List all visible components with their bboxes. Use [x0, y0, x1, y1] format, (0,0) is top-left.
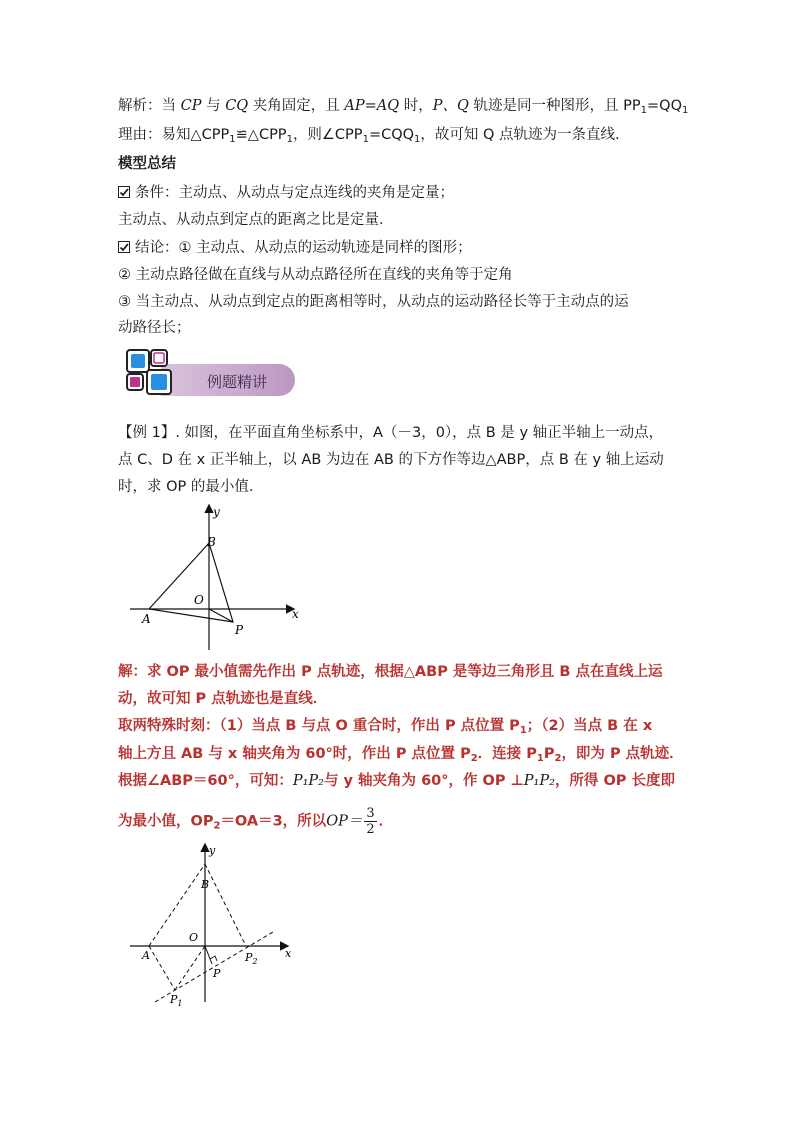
- segment-bp2: [205, 864, 246, 946]
- condition-line-2: 主动点、从动点到定点的距离之比是定量．: [118, 212, 394, 228]
- checkbox-icon: [118, 186, 130, 198]
- triangle-abp: [149, 543, 233, 622]
- label-p: P: [213, 967, 221, 980]
- label-a: A: [142, 612, 151, 626]
- label-p2: $P_2$: [245, 951, 258, 966]
- analysis-line-1: 解析：当 CP 与 CQ 夹角固定，且 AP=AQ 时，P、Q 轨迹是同一种图形，且 $PP_1=QQ_1$: [118, 98, 689, 116]
- squares-logo-icon: [125, 348, 181, 396]
- label-b: B: [207, 535, 216, 549]
- solution-line-3: 取两特殊时刻：（1）当点 B 与点 O 重合时，作出 P 点位置 $P_1$；（2）当点 B 在 x: [118, 718, 653, 736]
- segment-ap1: [149, 946, 175, 990]
- fraction: $\frac{3}{2}$: [366, 806, 375, 837]
- x-label: x: [292, 607, 299, 621]
- section-banner: [125, 348, 297, 396]
- solution-line-2: 动，故可知 P 点轨迹也是直线．: [118, 691, 328, 707]
- solution-line-6: 为最小值，$OP_2=OA=3$，所以OP＝ $\frac{3}{2}$ ．: [118, 806, 394, 837]
- example-line-3: 时，求 OP 的最小值．: [118, 479, 264, 495]
- example-line-1: 【例 1】. 如图，在平面直角坐标系中，A（－3，0），点 B 是 y 轴正半轴上一动点，: [118, 425, 664, 441]
- figure-1: [125, 502, 325, 652]
- label-p1: $P_1$: [170, 993, 183, 1008]
- analysis-line-2: 理由：易知$\triangle CPP_1≌\triangle CPP_1$，则$\angle CPP_1=CQQ_1$，故可知 Q 点轨迹为一条直线.: [118, 127, 620, 145]
- label-o: O: [189, 931, 199, 944]
- condition-line-1: 条件：主动点、从动点与定点连线的夹角是定量；: [118, 183, 678, 203]
- figure-2: [125, 840, 305, 1015]
- checkbox-icon: [118, 241, 130, 253]
- example-line-2: 点 C、D 在 x 正半轴上，以 AB 为边在 AB 的下方作等边△ABP，点 B 在 y 轴上运动: [118, 452, 664, 468]
- conclusion-line-4: 动路径长；: [118, 320, 191, 336]
- solution-line-1: 解：求 OP 最小值需先作出 P 点轨迹，根据△ABP 是等边三角形且 B 点在直线上运: [118, 664, 663, 680]
- solution-line-4: 轴上方且 AB 与 x 轴夹角为 60°时，作出 P 点位置 $P_2$．连接 $P_1P_2$，即为 P 点轨迹．: [118, 746, 684, 764]
- label-o: O: [194, 593, 204, 607]
- summary-heading: 模型总结: [118, 156, 176, 172]
- segment-p1o: [175, 946, 205, 990]
- conclusion-line-3: ③ 当主动点、从动点到定点的距离相等时，从动点的运动路径长等于主动点的运: [118, 294, 629, 310]
- solution-line-5: 根据∠ABP＝60°，可知：P₁P₂与 y 轴夹角为 60°，作 OP ⊥P₁P₂，所得 OP 长度即: [118, 773, 675, 789]
- conclusion-line-2: ② 主动点路径做在直线与从动点路径所在直线的夹角等于定角: [118, 267, 513, 283]
- segment-op: [205, 946, 212, 964]
- label-b: B: [201, 878, 210, 891]
- banner-title: 例题精讲: [207, 373, 268, 391]
- label-a: A: [142, 949, 150, 962]
- x-label: x: [285, 947, 292, 960]
- y-label: y: [209, 844, 216, 857]
- label-p: P: [235, 623, 244, 637]
- y-label: y: [213, 505, 220, 519]
- conclusion-line-1: 结论：① 主动点、从动点的运动轨迹是同样的图形；: [118, 238, 678, 258]
